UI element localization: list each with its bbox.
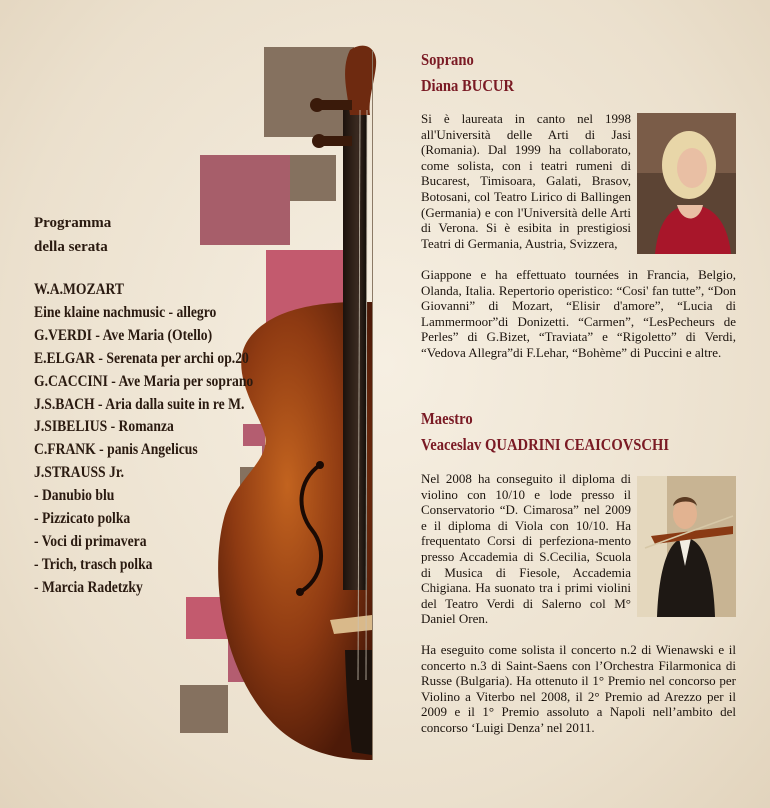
program-item: G.CACCINI - Ave Maria per soprano xyxy=(34,372,254,390)
soprano-bio-narrow: Si è laureata in canto nel 1998 all'Università delle Arti di Jasi (Romania). Dal 1999 ha collaborato, come solista, con i teatri rumeni di Bucarest, Timisoara, Galati, Brasov, Botosani, col Teatro Lirico di Ballingen (Germania) e con l'Università delle Arti di Verona. Si è esibita in prestigiosi Teatri di Germania, Austria, Svizzera, xyxy=(421,111,631,251)
soprano-photo xyxy=(637,113,736,254)
maestro-bio-wide: Ha eseguito come solista il concerto n.2 di Wienawski e il concerto n.3 di Saint-Saens con l’Orchestra Filarmonica di Russe (Bulgaria). Ha ottenuto il 1° Premio nel concorso per Violino a Viterbo nel 2008, il 2° Premio ad Arezzo per il 2009 e il 1° Premio assoluto a Napoli nell’ambito del concorso ‘Luigi Denza’ nel 2011. xyxy=(421,642,736,735)
program-item: - Pizzicato polka xyxy=(34,510,131,528)
program-item: - Trich, trasch polka xyxy=(34,555,153,573)
program-list xyxy=(34,279,263,600)
soprano-name: Diana BUCUR xyxy=(421,76,515,95)
column-divider xyxy=(372,50,373,760)
program-item: - Danubio blu xyxy=(34,487,115,505)
soprano-bio-wide: Giappone e ha effettuato tournées in Francia, Belgio, Olanda, Italia. Repertorio operistico: “Cosi' fan tutte”, “Don Giovanni” di Mozart, “Elisir d'amore”, “Lucia di Lammermoor”di Donizetti. “Carmen”, “LesPecheurs de Perles” di G.Bizet, “Traviata” e “Rigoletto” di Verdi, “Vedova Allegra”di F.Lehar, “Bohème” di Puccini e altre. xyxy=(421,267,736,360)
program-item: C.FRANK - panis Angelicus xyxy=(34,441,198,459)
soprano-role: Soprano xyxy=(421,50,474,69)
program-item: - Marcia Radetzky xyxy=(34,578,143,596)
program-item: J.S.BACH - Aria dalla suite in re M. xyxy=(34,395,245,413)
maestro-role: Maestro xyxy=(421,409,473,428)
program-heading-line1: Programma xyxy=(34,215,112,231)
program-item: - Voci di primavera xyxy=(34,532,147,550)
maestro-photo xyxy=(637,476,736,617)
program-item: Eine klaine nachmusic - allegro xyxy=(34,303,217,321)
soprano-portrait xyxy=(637,113,736,254)
maestro-name: Veaceslav QUADRINI CEAICOVSCHI xyxy=(421,435,670,454)
program-item: J.SIBELIUS - Romanza xyxy=(34,418,174,436)
program-item: E.ELGAR - Serenata per archi op.20 xyxy=(34,349,249,367)
program-heading xyxy=(34,211,111,259)
program-item: J.STRAUSS Jr. xyxy=(34,464,125,482)
program-heading-line2: della serata xyxy=(34,239,108,255)
maestro-bio-narrow: Nel 2008 ha conseguito il diploma di violino con 10/10 e lode presso il Conservatorio “D. Cimarosa” nel 2009 e il diploma di Viola con 10/10. Ha frequentato Corsi di perfeziona-mento presso Accademia di S.Cecilia, Scuola di Musica di Fiesole, Accademia Chigiana. Ha suonato tra i primi violini del Teatro Verdi di Salerno col M° Daniel Oren. xyxy=(421,471,631,627)
program-item: W.A.MOZART xyxy=(34,281,124,298)
program-item: G.VERDI - Ave Maria (Otello) xyxy=(34,326,213,344)
maestro-portrait xyxy=(637,476,736,617)
